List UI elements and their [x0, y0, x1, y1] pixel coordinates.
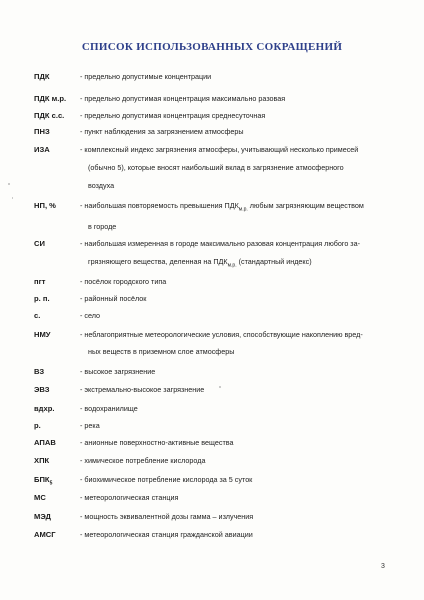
abbreviation: ПДК: [34, 72, 50, 81]
definition: - пункт наблюдения за загрязнением атмосферы: [80, 127, 244, 136]
definition: - неблагоприятные метеорологические условия, способствующие накоплению вред- ных веществ в приземном слое атмосферы: [80, 330, 363, 356]
definition: - анионные поверхностно-активные вещества: [80, 438, 234, 447]
abbreviation: с.: [34, 311, 41, 320]
definition: - посёлок городского типа: [80, 277, 167, 286]
definition: - наибольшая измеренная в городе максимально разовая концентрация любого за- грязняющего вещества, деленная на $ПДК_{м.р.}$ (стандартный индекс): [80, 239, 360, 269]
definition: - село: [80, 311, 101, 320]
abbreviation: МС: [34, 493, 46, 502]
abbreviation: р. п.: [34, 294, 50, 303]
definition: - экстремально-высокое загрязнение: [80, 385, 205, 394]
abbreviation: пгт: [34, 277, 46, 286]
scan-speck: [8, 183, 10, 185]
abbreviation: АПАВ: [34, 438, 56, 447]
abbreviation: вдхр.: [34, 404, 55, 413]
definition: - предельно допустимые концентрации: [80, 72, 212, 81]
abbreviation: СИ: [34, 239, 45, 248]
abbreviation: ВЗ: [34, 367, 45, 376]
definition: - наибольшая повторяемость превышения $ПДК_{м.р.}$ любым загрязняющим веществом в городе: [80, 201, 364, 232]
definition: - река: [80, 421, 100, 430]
scan-speck: [12, 197, 13, 199]
abbreviation: ИЗА: [34, 145, 50, 154]
abbreviation: $БПК_5$: [34, 475, 53, 487]
definition: - метеорологическая станция гражданской авиации: [80, 530, 253, 539]
abbreviation: ПДК м.р.: [34, 94, 67, 103]
definition: - предельно допустимая концентрация максимально разовая: [80, 94, 286, 103]
definition: - районный посёлок: [80, 294, 147, 303]
abbreviation: ПНЗ: [34, 127, 50, 136]
definition: - высокое загрязнение: [80, 367, 156, 376]
definition: - химическое потребление кислорода: [80, 456, 206, 465]
abbreviation: АМСГ: [34, 530, 56, 539]
definition: - мощность эквивалентной дозы гамма – излучения: [80, 512, 254, 521]
abbreviation: НП, %: [34, 201, 56, 210]
abbreviation: р.: [34, 421, 41, 430]
definition: - метеорологическая станция: [80, 493, 179, 502]
abbreviation: ХПК: [34, 456, 50, 465]
page-number: 3: [381, 563, 385, 570]
abbreviation: ПДК с.с.: [34, 111, 65, 120]
definition: - водохранилище: [80, 404, 138, 413]
definition: - комплексный индекс загрязнения атмосферы, учитывающий несколько примесей (обычно 5), которые вносят наибольший вклад в загрязнение атмосферного воздуха: [80, 145, 359, 190]
page-title: СПИСОК ИСПОЛЬЗОВАННЫХ СОКРАЩЕНИЙ: [81, 41, 343, 53]
abbreviation: МЭД: [34, 512, 51, 521]
abbreviation: НМУ: [34, 330, 51, 339]
definition: - предельно допустимая концентрация среднесуточная: [80, 111, 266, 120]
scan-speck: [219, 386, 221, 388]
abbreviation: ЭВЗ: [34, 385, 50, 394]
definition: - биохимическое потребление кислорода за 5 суток: [80, 475, 253, 484]
